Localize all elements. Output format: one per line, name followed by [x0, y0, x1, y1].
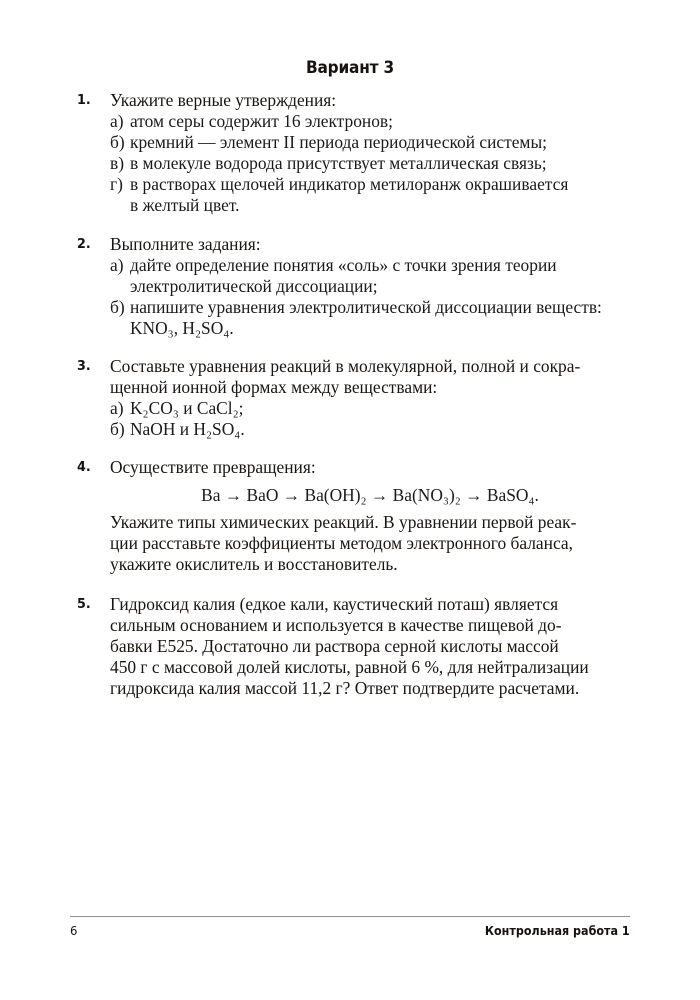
suboption-marker: б) [110, 132, 125, 152]
task-body-line-3: бавки E525. Достаточно ли раствора серной кислоты массой [110, 636, 559, 656]
suboption-text: NaOH и H₂SO₄. [130, 419, 245, 439]
suboption-marker: б) [110, 297, 125, 317]
task-suboption [110, 132, 630, 153]
task-suboption-continuation [110, 276, 630, 297]
task-stem-line-2: щенной ионной формах между веществами: [110, 377, 438, 397]
footer-section-label: Контрольная работа 1 [485, 924, 630, 938]
task-list [70, 90, 630, 699]
suboption-marker: а) [110, 398, 124, 418]
task-body-line-2: сильным основанием и используется в качестве пищевой до- [110, 615, 562, 635]
task-number: 1. [77, 92, 91, 108]
suboption-text: дайте определение понятия «соль» с точки зрения теории [130, 255, 557, 275]
task-item-2 [70, 234, 630, 339]
task-body-line-4: 450 г с массовой долей кислоты, равной 6 %, для нейтрализации [110, 657, 589, 677]
footer-divider [70, 916, 630, 917]
suboption-text: напишите уравнения электролитической диссоциации веществ: [130, 297, 602, 317]
page-title: Вариант 3 [305, 58, 394, 77]
suboption-text: электролитической диссоциации; [130, 276, 378, 296]
suboption-text: K₂CO₃ и CaCl₂; [130, 398, 244, 418]
task-stem: Осуществите превращения: [110, 457, 316, 477]
task-item-3 [70, 356, 630, 440]
task-stem: Укажите верные утверждения: [110, 90, 337, 110]
suboption-text: в желтый цвет. [130, 195, 240, 215]
task-suboption [110, 153, 630, 174]
suboption-marker: а) [110, 255, 124, 275]
task-followup-line-3: укажите окислитель и восстановитель. [110, 554, 398, 574]
task-item-5 [70, 594, 630, 699]
chemical-formula-line [110, 318, 630, 339]
suboption-text: в молекуле водорода присутствует металлическая связь; [130, 153, 547, 173]
task-number: 2. [77, 236, 91, 252]
task-number: 4. [77, 459, 91, 475]
task-followup-line-2: ции расставьте коэффициенты методом электронного баланса, [110, 533, 573, 553]
suboption-marker: в) [110, 153, 125, 173]
suboption-text: в растворах щелочей индикатор метилоранж окрашивается [130, 174, 569, 194]
task-number: 5. [77, 596, 91, 612]
task-stem: Выполните задания: [110, 234, 261, 254]
task-suboption [110, 111, 630, 132]
task-item-4 [70, 457, 630, 575]
task-suboption [110, 398, 630, 419]
task-number: 3. [77, 358, 91, 374]
suboption-marker: а) [110, 111, 124, 131]
task-item-1 [70, 90, 630, 216]
footer-page-number: 6 [70, 923, 78, 938]
suboption-text: кремний — элемент II периода периодической системы; [130, 132, 547, 152]
task-suboption-continuation [110, 195, 630, 216]
task-body-line-5: гидроксида калия массой 11,2 г? Ответ подтвердите расчетами. [110, 678, 580, 698]
transformation-chain: Ba → BaO → Ba(OH)₂ → Ba(NO₃)₂ → BaSO₄. [201, 485, 539, 505]
task-body-line-1: Гидроксид калия (едкое кали, каустический поташ) является [110, 594, 559, 614]
task-suboption [110, 255, 630, 276]
task-suboption [110, 174, 630, 195]
suboption-marker: г) [110, 174, 123, 194]
suboption-text: атом серы содержит 16 электронов; [130, 111, 393, 131]
task-suboption [110, 419, 630, 440]
task-suboption [110, 297, 630, 318]
formula-text: KNO₃, H₂SO₄. [130, 318, 234, 338]
suboption-marker: б) [110, 419, 125, 439]
task-stem-line-1: Составьте уравнения реакций в молекулярной, полной и сокра- [110, 356, 581, 376]
task-followup-line-1: Укажите типы химических реакций. В уравнении первой реак- [110, 512, 577, 532]
